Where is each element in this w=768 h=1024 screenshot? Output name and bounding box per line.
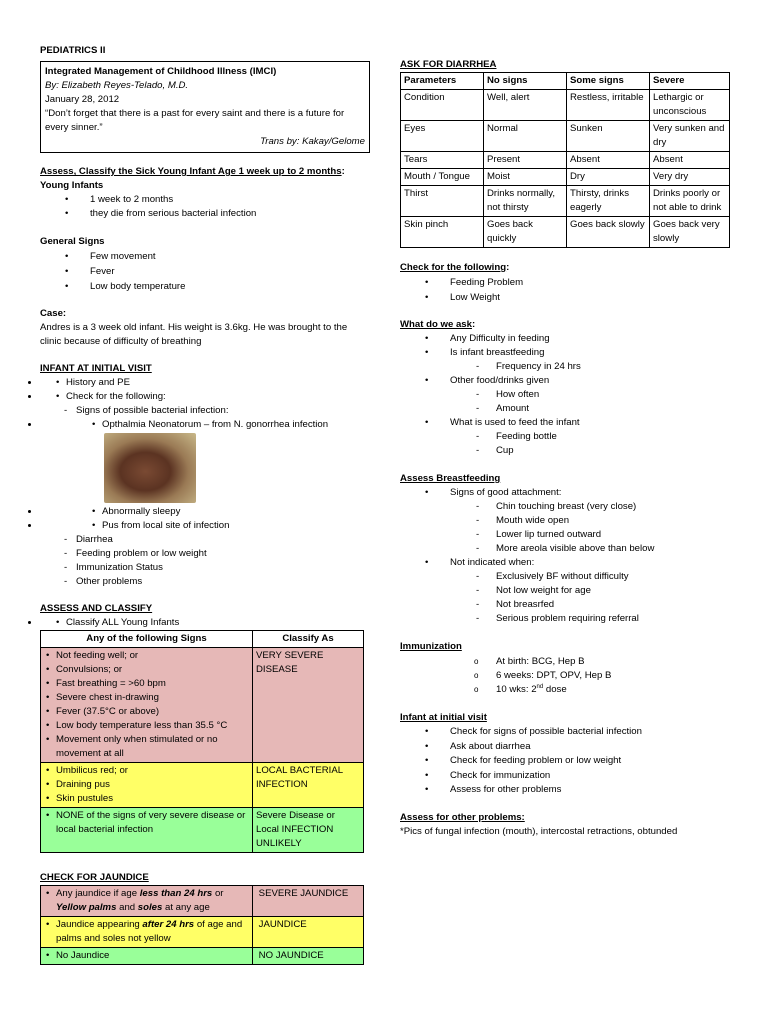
list-item: • • Pus from local site of infection [40, 519, 370, 533]
young-infants-heading: Young Infants [40, 180, 104, 191]
table-cell: Restless, irritable [567, 90, 650, 121]
bf-list [400, 556, 735, 570]
classify-all-list [40, 616, 370, 630]
sign-item: • Low body temperature less than 35.5 °C [44, 719, 249, 733]
sign-item: • Any jaundice if age less than 24 hrs or Yellow palms and soles at any age [44, 887, 249, 915]
list-item: • Low body temperature [40, 279, 370, 294]
table-cell: Very dry [650, 169, 730, 186]
immunization-list [400, 655, 735, 697]
list-item: • Fever [40, 264, 370, 279]
list-item: - Chin touching breast (very close) [400, 500, 735, 514]
list-item: o 10 wks: 2nd dose [400, 683, 735, 697]
jaundice-table [40, 885, 364, 965]
table-row [41, 763, 364, 808]
assess-heading: Assess, Classify the Sick Young Infant Age 1 week up to 2 months: [40, 166, 345, 177]
list-item: - Not breasrfed [400, 598, 735, 612]
table-row [401, 186, 730, 217]
case-text: Andres is a 3 week old infant. His weight is 3.6kg. He was brought to the clinic because of difficulty of breathing [40, 322, 348, 347]
classification: NO JAUNDICE [253, 948, 364, 965]
list-item: - How often [400, 388, 735, 402]
bf-sub-list [400, 570, 735, 626]
list-item: - Amount [400, 402, 735, 416]
list-item: - Other problems [40, 575, 370, 589]
other-problems-heading: Assess for other problems: [400, 811, 525, 823]
list-item: o At birth: BCG, Hep B [400, 655, 735, 669]
table-cell: Thirst [401, 186, 484, 217]
sign-item: • Severe chest in-drawing [44, 691, 249, 705]
list-item: • Check for immunization [400, 769, 735, 784]
ask-list [400, 332, 735, 360]
table-cell: Drinks poorly or not able to drink [650, 186, 730, 217]
sign-item: • Jaundice appearing after 24 hrs of age and palms and soles not yellow [44, 918, 249, 946]
table-header: Classify As [253, 631, 364, 648]
list-item: • • Abnormally sleepy [40, 505, 370, 519]
table-cell: Eyes [401, 121, 484, 152]
infant-photo [104, 433, 196, 503]
check-heading: Check for the following: [400, 262, 510, 273]
list-item: • Ask about diarrhea [400, 740, 735, 755]
table-row [401, 121, 730, 152]
table-cell: Drinks normally, not thirsty [484, 186, 567, 217]
table-cell: Sunken [567, 121, 650, 152]
case-label: Case: [40, 308, 67, 319]
table-cell: Lethargic or unconscious [650, 90, 730, 121]
classify-table [40, 630, 364, 853]
classification: VERY SEVERE DISEASE [253, 648, 364, 763]
table-row [401, 169, 730, 186]
check-list [400, 275, 735, 305]
list-item: • Signs of good attachment: [400, 486, 735, 500]
table-cell: Well, alert [484, 90, 567, 121]
bacterial-signs [40, 418, 370, 432]
table-cell: Present [484, 152, 567, 169]
sign-item: • Fever (37.5°C or above) [44, 705, 249, 719]
breastfeeding-heading: Assess Breastfeeding [400, 473, 501, 484]
assess-classify-heading: ASSESS AND CLASSIFY [40, 603, 153, 614]
list-item: • Any Difficulty in feeding [400, 332, 735, 346]
list-item: • • Check for the following: [40, 390, 370, 404]
list-item: - Frequency in 24 hrs [400, 360, 735, 374]
sign-item: • Convulsions; or [44, 663, 249, 677]
initial-visit-heading: INFANT AT INITIAL VISIT [40, 363, 152, 374]
sign-item: • Not feeding well; or [44, 649, 249, 663]
initial-visit-list-right [400, 725, 735, 798]
table-cell: Goes back very slowly [650, 217, 730, 248]
table-row [401, 152, 730, 169]
list-item: • Check for signs of possible bacterial infection [400, 725, 735, 740]
lecture-date: January 28, 2012 [45, 94, 120, 105]
list-item: • Other food/drinks given [400, 374, 735, 388]
ask-sub-list [400, 388, 735, 416]
table-cell: Goes back quickly [484, 217, 567, 248]
bacterial-signs-more [40, 505, 370, 533]
lecture-quote: “Don’t forget that there is a past for every saint and there is a future for every sinner.” [45, 108, 345, 133]
list-item: o 6 weeks: DPT, OPV, Hep B [400, 669, 735, 683]
list-item: • • Opthalmia Neonatorum – from N. gonorrhea infection [40, 418, 370, 432]
list-item: • What is used to feed the infant [400, 416, 735, 430]
sign-item: • No Jaundice [44, 949, 249, 963]
list-item: • Low Weight [400, 290, 735, 305]
sign-item: • Fast breathing = >60 bpm [44, 677, 249, 691]
lecture-title: Integrated Management of Childhood Illness (IMCI) [45, 66, 277, 77]
young-infants-list [40, 193, 370, 221]
immunization-heading: Immunization [400, 641, 462, 652]
list-item: - Not low weight for age [400, 584, 735, 598]
list-item: • Assess for other problems [400, 783, 735, 798]
table-cell: Tears [401, 152, 484, 169]
table-header: Parameters [401, 73, 484, 90]
lecture-author: By: Elizabeth Reyes-Telado, M.D. [45, 80, 189, 91]
classification: SEVERE JAUNDICE [253, 886, 364, 917]
list-item: • Feeding Problem [400, 275, 735, 290]
list-item: - Mouth wide open [400, 514, 735, 528]
table-row [41, 917, 364, 948]
list-item: • • Classify ALL Young Infants [40, 616, 370, 630]
other-checks-list [40, 533, 370, 589]
table-row [41, 648, 364, 763]
table-cell: Dry [567, 169, 650, 186]
list-item: - Immunization Status [40, 561, 370, 575]
table-cell: Condition [401, 90, 484, 121]
list-item: • 1 week to 2 months [40, 193, 370, 207]
list-item: - Feeding problem or low weight [40, 547, 370, 561]
table-cell: Absent [650, 152, 730, 169]
table-header: Some signs [567, 73, 650, 90]
list-item: - Cup [400, 444, 735, 458]
list-item: - More areola visible above than below [400, 542, 735, 556]
initial-visit-heading-right: Infant at initial visit [400, 712, 487, 723]
list-item: • Check for feeding problem or low weight [400, 754, 735, 769]
table-cell: Normal [484, 121, 567, 152]
list-item: - Diarrhea [40, 533, 370, 547]
list-item: • Few movement [40, 249, 370, 264]
table-cell: Very sunken and dry [650, 121, 730, 152]
table-header: No signs [484, 73, 567, 90]
diarrhea-heading: ASK FOR DIARRHEA [400, 59, 497, 70]
table-cell: Goes back slowly [567, 217, 650, 248]
table-row [401, 217, 730, 248]
transcriber: Trans by: Kakay/Gelome [260, 136, 365, 147]
ask-heading: What do we ask: [400, 319, 476, 330]
table-header: Severe [650, 73, 730, 90]
course-title: PEDIATRICS II [40, 45, 106, 56]
sign-item: • Skin pustules [44, 792, 249, 806]
jaundice-heading: CHECK FOR JAUNDICE [40, 872, 149, 883]
bf-list [400, 486, 735, 500]
diarrhea-table [400, 72, 730, 248]
table-cell: Absent [567, 152, 650, 169]
table-cell: Moist [484, 169, 567, 186]
general-signs-list [40, 249, 370, 294]
initial-visit-list [40, 376, 370, 404]
ask-list [400, 374, 735, 388]
other-problems-text: *Pics of fungal infection (mouth), intercostal retractions, obtunded [400, 825, 678, 837]
general-signs-heading: General Signs [40, 236, 105, 247]
list-item: • • History and PE [40, 376, 370, 390]
list-item: • Is infant breastfeeding [400, 346, 735, 360]
sign-item: • Draining pus [44, 778, 249, 792]
sign-item: • Umbilicus red; or [44, 764, 249, 778]
table-row [41, 886, 364, 917]
left-column [40, 0, 370, 965]
table-cell: Skin pinch [401, 217, 484, 248]
lecture-header-box [40, 61, 370, 153]
bacterial-list [40, 404, 370, 418]
list-item: - Lower lip turned outward [400, 528, 735, 542]
list-item: - Signs of possible bacterial infection: [40, 404, 370, 418]
list-item: • Not indicated when: [400, 556, 735, 570]
ask-list [400, 416, 735, 430]
ask-sub-list [400, 430, 735, 458]
list-item: • they die from serious bacterial infection [40, 207, 370, 221]
table-header: Any of the following Signs [41, 631, 253, 648]
classification: JAUNDICE [253, 917, 364, 948]
list-item: - Exclusively BF without difficulty [400, 570, 735, 584]
table-row [41, 808, 364, 853]
classification: LOCAL BACTERIAL INFECTION [253, 763, 364, 808]
table-row [41, 948, 364, 965]
right-column [400, 0, 735, 839]
table-row [401, 90, 730, 121]
table-cell: Thirsty, drinks eagerly [567, 186, 650, 217]
ask-sub-list [400, 360, 735, 374]
sign-item: • Movement only when stimulated or no movement at all [44, 733, 249, 761]
list-item: - Serious problem requiring referral [400, 612, 735, 626]
table-cell: Mouth / Tongue [401, 169, 484, 186]
bf-sub-list [400, 500, 735, 556]
list-item: - Feeding bottle [400, 430, 735, 444]
classification: Severe Disease or Local INFECTION UNLIKELY [253, 808, 364, 853]
sign-item: • NONE of the signs of very severe disease or local bacterial infection [44, 809, 249, 837]
